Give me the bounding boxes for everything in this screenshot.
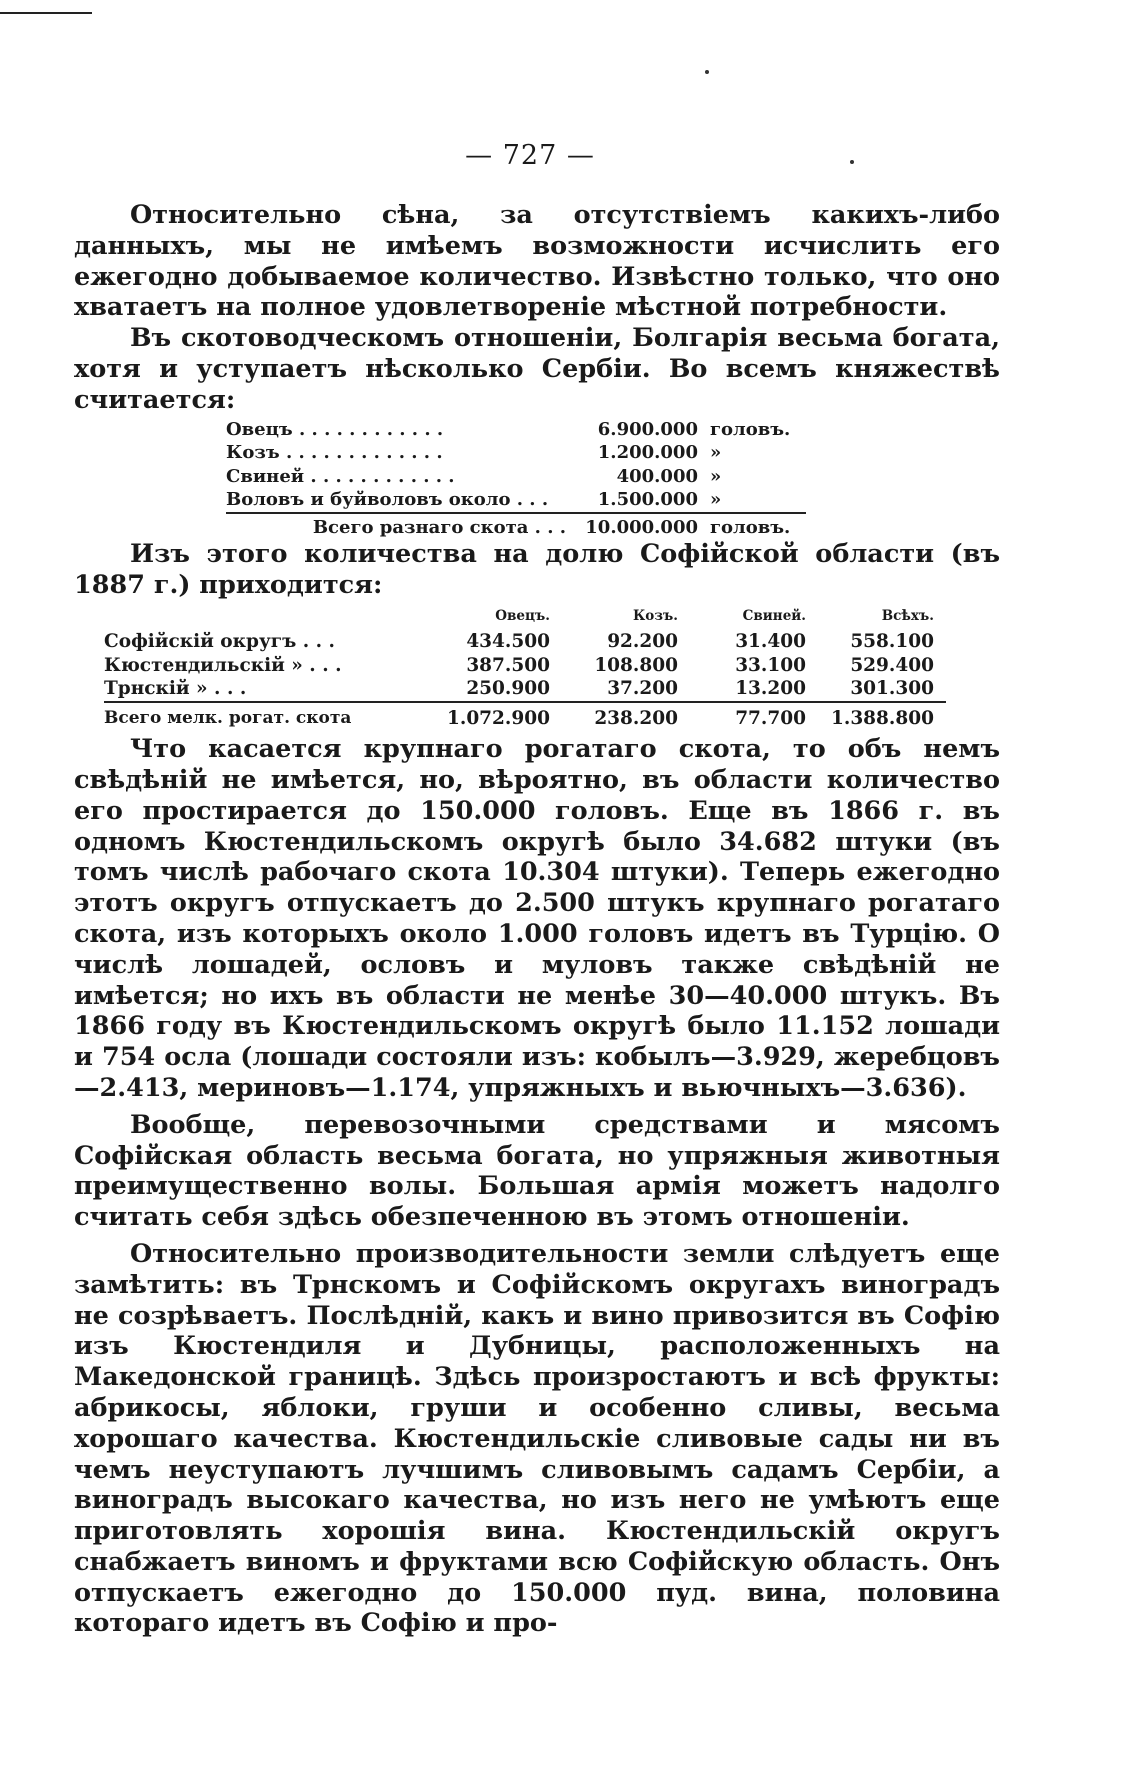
table-row: Трнскій » . . . 250.900 37.200 13.200 301.300	[104, 678, 934, 700]
print-speck	[705, 70, 709, 74]
page-body	[74, 200, 1000, 1639]
table-row: Софійскій округъ . . . 434.500 92.200 31.400 558.100	[104, 631, 934, 653]
column-header: Свиней.	[742, 607, 806, 624]
table-row: Воловъ и буйволовъ около . . . 1.500.000 »	[226, 489, 722, 511]
paragraph-district-intro: Изъ этого количества на долю Софійской области (въ 1887 г.) приходится:	[74, 539, 1000, 600]
paragraph-hay: Относительно сѣна, за отсутствіемъ какихъ-либо данныхъ, мы не имѣемъ возможности исчислить его ежегодно добываемое количество. Извѣстно только, что оно хватаетъ на полное удовлетвореніе мѣстной потребности.	[74, 200, 1000, 323]
paragraph-transport: Вообще, перевозочными средствами и мясомъ Софійская область весьма богата, но упряжныя животныя преимущественно волы. Большая армія можетъ надолго считать себя здѣсь обезпеченною въ этомъ отношеніи.	[74, 1109, 1000, 1233]
table-total-row: Всего мелк. рогат. скота 1.072.900 238.200 77.700 1.388.800	[104, 702, 946, 731]
paragraph-livestock-intro: Въ скотоводческомъ отношеніи, Болгарія весьма богата, хотя и уступаетъ нѣсколько Сербіи. Во всемъ княжествѣ считается:	[74, 323, 1000, 415]
table-row: Овецъ . . . . . . . . . . . . 6.900.000 головъ.	[226, 418, 791, 440]
top-decorative-rule	[0, 12, 92, 14]
table-row: Кюстендильскій » . . . 387.500 108.800 33.100 529.400	[104, 654, 934, 676]
paragraph-cattle: Что касается крупнаго рогатаго скота, то объ немъ свѣдѣній не имѣется, но, вѣроятно, въ области количество его простирается до 150.000 головъ. Еще въ 1866 г. въ одномъ Кюстендильскомъ округѣ было 34.682 штуки (въ томъ числѣ рабочаго скота 10.304 штуки). Теперь ежегодно этотъ округъ отпускаетъ до 2.500 штукъ крупнаго рогатаго скота, изъ которыхъ около 1.000 головъ идетъ въ Турцію. О числѣ лошадей, ословъ и муловъ также свѣдѣній не имѣется; но ихъ въ области не менѣе 30—40.000 штукъ. Въ 1866 году въ Кюстендильскомъ округѣ было 11.152 лошади и 754 осла (лошади состояли изъ: кобылъ—3.929, жеребцовъ—2.413, мериновъ—1.174, упряжныхъ и вьючныхъ—3.636).	[74, 734, 1000, 1103]
page-number: — 727 —	[465, 140, 595, 171]
column-header: Всѣхъ.	[881, 607, 934, 624]
livestock-district-table	[104, 605, 946, 731]
livestock-country-table	[226, 418, 806, 540]
paragraph-fruits: Относительно производительности земли слѣдуетъ еще замѣтить: въ Трнскомъ и Софійскомъ округахъ виноградъ не созрѣваетъ. Послѣдній, какъ и вино привозится въ Софію изъ Кюстендиля и Дубницы, расположенныхъ на Македонской границѣ. Здѣсь произростаютъ и всѣ фрукты: абрикосы, яблоки, груши и особенно сливы, весьма хорошаго качества. Кюстендильскіе сливовые сады ни въ чемъ неуступаютъ лучшимъ сливовымъ садамъ Сербіи, а виноградъ высокаго качества, но изъ него не умѣютъ еще приготовлять хорошія вина. Кюстендильскій округъ снабжаетъ виномъ и фруктами всю Софійскую область. Онъ отпускаетъ ежегодно до 150.000 пуд. вина, половина котораго идетъ въ Софію и про-	[74, 1238, 1000, 1639]
column-header: Овецъ.	[495, 607, 550, 624]
table-total-row: Всего разнаго скота . . . 10.000.000 головъ.	[226, 513, 806, 540]
table-row: Козъ . . . . . . . . . . . . . 1.200.000 »	[226, 442, 722, 464]
column-header: Козъ.	[633, 607, 678, 624]
table-row: Свиней . . . . . . . . . . . . 400.000 »	[226, 465, 722, 487]
table-header-row	[104, 605, 946, 631]
